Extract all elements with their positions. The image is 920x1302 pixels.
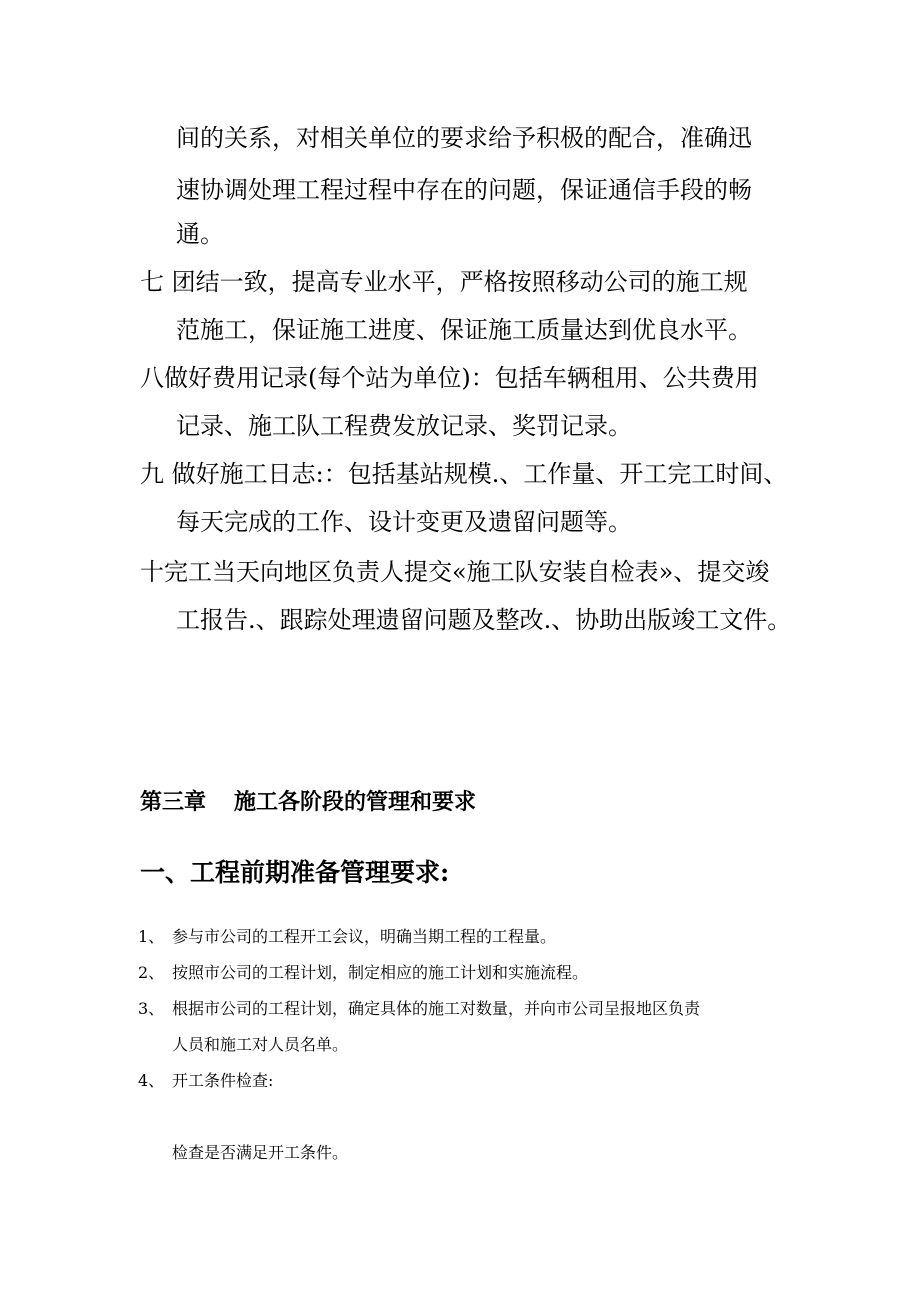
step-2-number: 2、: [138, 963, 165, 982]
step-4: [138, 1070, 273, 1092]
list-item-9-line-1: 九 做好施工日志:：包括基站规模.、工作量、开工完工时间、: [140, 460, 788, 488]
chapter-label: 第三章: [140, 789, 207, 815]
chapter-title: 施工各阶段的管理和要求: [234, 789, 477, 815]
list-continuation-line-3: 通。: [176, 220, 224, 248]
list-continuation-line-1: 间的关系，对相关单位的要求给予积极的配合，准确迅: [176, 124, 752, 152]
step-1: [138, 926, 556, 948]
chapter-heading: [140, 788, 476, 816]
start-condition-note: 检查是否满足开工条件。: [172, 1143, 349, 1162]
list-item-10-line-2: 工报告.、跟踪处理遗留问题及整改.、协助出版竣工文件。: [176, 606, 792, 634]
step-1-text: 参与市公司的工程开工会议，明确当期工程的工程量。: [172, 927, 557, 946]
step-2-text: 按照市公司的工程计划，制定相应的施工计划和实施流程。: [172, 963, 589, 982]
list-item-8-line-2: 记录、施工队工程费发放记录、奖罚记录。: [176, 412, 632, 440]
step-4-number: 4、: [138, 1071, 165, 1090]
step-2: [138, 962, 588, 984]
list-item-8-line-1: 八做好费用记录(每个站为单位)：包括车辆租用、公共费用: [140, 364, 759, 392]
list-item-7-line-1: 七 团结一致，提高专业水平，严格按照移动公司的施工规: [140, 268, 748, 296]
section-heading: 一、工程前期准备管理要求:: [140, 858, 450, 887]
step-3-text: 根据市公司的工程计划，确定具体的施工对数量，并向市公司呈报地区负责: [172, 999, 701, 1018]
list-item-9-line-2: 每天完成的工作、设计变更及遗留问题等。: [176, 508, 632, 536]
step-3: [138, 998, 700, 1020]
step-4-text: 开工条件检查:: [172, 1071, 274, 1090]
list-continuation-line-2: 速协调处理工程过程中存在的问题，保证通信手段的畅: [176, 176, 752, 204]
step-3-continuation: 人员和施工对人员名单。: [172, 1035, 349, 1054]
list-item-10-line-1: 十完工当天向地区负责人提交«施工队安装自检表»、提交竣: [140, 558, 770, 586]
step-3-number: 3、: [138, 999, 165, 1018]
step-1-number: 1、: [138, 927, 165, 946]
list-item-7-line-2: 范施工，保证施工进度、保证施工质量达到优良水平。: [176, 316, 752, 344]
